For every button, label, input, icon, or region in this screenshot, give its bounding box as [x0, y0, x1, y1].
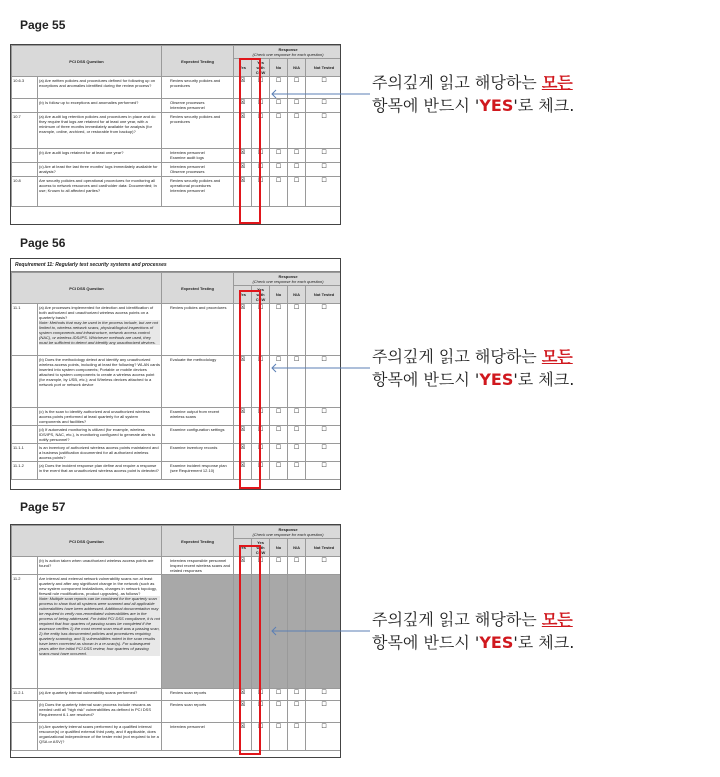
page-55-label: Page 55 — [20, 18, 66, 32]
expected-testing — [162, 149, 234, 163]
checkbox-no[interactable]: ☐ — [270, 177, 288, 207]
question-text — [38, 149, 162, 163]
table-row — [12, 163, 342, 177]
header-na: N/A — [288, 286, 306, 304]
checkbox-no[interactable]: ☐ — [270, 689, 288, 701]
requirement-title: Requirement 11: Regularly test security systems and processes — [11, 259, 340, 272]
expected-testing — [162, 163, 234, 177]
header-testing: Expected Testing — [162, 273, 234, 304]
testing-list — [163, 409, 232, 419]
testing-item: • Inspect recent wireless scans and related responses — [170, 563, 232, 573]
question-text — [38, 77, 162, 99]
question-body: (a) Does the incident response plan define and require a response in the event that an unauthorized wireless access point is detected? — [39, 463, 159, 473]
requirement-number — [12, 557, 38, 575]
question-text — [38, 113, 162, 149]
testing-item: • Review scan reports — [170, 690, 232, 695]
callout-57: 주의깊게 읽고 해당하는 모든 항목에 반드시 'YES'로 체크. — [372, 610, 575, 652]
testing-item: • Review scan reports — [170, 702, 232, 707]
header-question: PCI DSS Question — [12, 273, 162, 304]
testing-item: • Examine incident response plan (see Requirement 12.10) — [170, 463, 232, 473]
table-row — [12, 557, 342, 575]
expected-testing — [162, 701, 234, 723]
checkbox-na[interactable]: ☐ — [288, 177, 306, 207]
checkbox-yes-ccw[interactable]: ☐ — [252, 462, 270, 480]
requirement-number: 11.1.2 — [12, 462, 38, 480]
header-testing: Expected Testing — [162, 526, 234, 557]
checkbox-not-tested[interactable]: ☐ — [306, 689, 341, 701]
question-body: Is an inventory of authorized wireless access points maintained and a business justification documented for all authorized wireless access points? — [39, 445, 159, 460]
testing-item: • Interview personnel — [170, 724, 232, 729]
checkbox-yes[interactable]: ☒ — [234, 689, 252, 701]
checkbox-yes[interactable]: ☒ — [234, 557, 252, 575]
header-question: PCI DSS Question — [12, 526, 162, 557]
checkbox-yes[interactable]: ☒ — [234, 723, 252, 751]
header-testing: Expected Testing — [162, 46, 234, 77]
checkbox-not-tested[interactable]: ☐ — [306, 557, 341, 575]
checkbox-not-tested[interactable]: ☐ — [306, 356, 341, 408]
page-57-label: Page 57 — [20, 500, 66, 514]
table-row — [12, 99, 342, 113]
testing-list — [163, 164, 232, 174]
checkbox-na[interactable]: ☐ — [288, 99, 306, 113]
question-text — [38, 723, 162, 751]
expected-testing — [162, 557, 234, 575]
checkbox-not-tested[interactable]: ☐ — [306, 304, 341, 356]
testing-item: • Review policies and procedures — [170, 305, 232, 310]
checkbox-no[interactable]: ☐ — [270, 113, 288, 149]
testing-item: • Examine audit logs — [170, 155, 232, 160]
testing-item: • Interview personnel — [170, 188, 232, 193]
requirement-number: 11.2.1 — [12, 689, 38, 701]
yes-column-highlight-55 — [239, 58, 261, 224]
question-body: (b) Is follow up to exceptions and anomalies performed? — [39, 100, 139, 105]
checkbox-yes-ccw[interactable]: ☐ — [252, 408, 270, 426]
checkbox-na[interactable]: ☐ — [288, 689, 306, 701]
requirement-number — [12, 426, 38, 444]
table-row — [12, 149, 342, 163]
header-yes: Yes — [234, 59, 252, 77]
expected-testing — [162, 177, 234, 207]
question-body: Are security policies and operational procedures for monitoring all access to network resources and cardholder data: Documented; In use; Known to all affected parties? — [39, 178, 157, 193]
question-body: (a) Are written policies and procedures defined for following up on exceptions and anomalies identified during the review process? — [39, 78, 156, 88]
checkbox-no[interactable]: ☐ — [270, 444, 288, 462]
testing-item: • Examine configuration settings — [170, 427, 232, 432]
question-body: (a) Are quarterly internal vulnerability scans performed? — [39, 690, 138, 695]
header-not-tested: Not Tested — [306, 286, 341, 304]
checkbox-yes[interactable]: ☒ — [234, 99, 252, 113]
checkbox-not-tested[interactable]: ☐ — [306, 177, 341, 207]
checkbox-no[interactable]: ☐ — [270, 462, 288, 480]
yes-column-highlight-57 — [239, 545, 261, 755]
testing-item: • Observe processes — [170, 100, 232, 105]
checkbox-yes-ccw[interactable]: ☐ — [252, 723, 270, 751]
question-text — [38, 177, 162, 207]
header-not-tested: Not Tested — [306, 539, 341, 557]
requirement-number — [12, 701, 38, 723]
testing-item: • Review security policies and procedures — [170, 114, 232, 124]
expected-testing — [162, 426, 234, 444]
question-body: (b) Does the methodology detect and identify any unauthorized wireless access points, including at least the following? WLAN cards inserted into system components; Portable or mobile devices attached to system components to create a wireless access point (for example, by USB, etc.); and Wireless devices attached to a network port or network device — [39, 357, 160, 387]
header-na: N/A — [288, 539, 306, 557]
checkbox-yes-ccw[interactable]: ☐ — [252, 426, 270, 444]
checkbox-yes-ccw[interactable]: ☐ — [252, 689, 270, 701]
checkbox-not-tested[interactable]: ☐ — [306, 701, 341, 723]
testing-item: • Observe processes — [170, 169, 232, 174]
checkbox-yes[interactable]: ☒ — [234, 462, 252, 480]
question-text — [38, 444, 162, 462]
checkbox-no[interactable]: ☐ — [270, 77, 288, 99]
question-body: (b) Is action taken when unauthorized wireless access points are found? — [39, 558, 154, 568]
question-text — [38, 575, 162, 689]
testing-list — [163, 100, 232, 110]
checkbox-no[interactable]: ☐ — [270, 557, 288, 575]
question-text — [38, 163, 162, 177]
checkbox-yes-ccw[interactable]: ☐ — [252, 149, 270, 163]
checkbox-yes[interactable]: ☒ — [234, 113, 252, 149]
requirement-number: 10.7 — [12, 113, 38, 149]
question-text — [38, 304, 162, 356]
header-yes-ccw: Yes with CCW — [252, 59, 270, 77]
page-56-rows — [12, 304, 342, 480]
requirement-number — [12, 723, 38, 751]
checkbox-yes[interactable]: ☒ — [234, 444, 252, 462]
checkbox-na[interactable]: ☐ — [288, 557, 306, 575]
arrow-57-icon — [262, 625, 372, 637]
checkbox-yes-ccw[interactable]: ☐ — [252, 177, 270, 207]
checkbox-no[interactable]: ☐ — [270, 99, 288, 113]
testing-item: • Interview responsible personnel — [170, 558, 232, 563]
checkbox-yes[interactable]: ☒ — [234, 701, 252, 723]
checkbox-na[interactable]: ☐ — [288, 304, 306, 356]
checkbox-yes[interactable]: ☒ — [234, 163, 252, 177]
checkbox-yes-ccw[interactable]: ☐ — [252, 113, 270, 149]
checkbox-na[interactable]: ☐ — [288, 426, 306, 444]
header-response: Response (Check one response for each question) — [234, 273, 341, 286]
testing-list — [163, 357, 232, 362]
header-response: Response (Check one response for each question) — [234, 46, 341, 59]
question-text — [38, 557, 162, 575]
testing-item: • Interview personnel — [170, 150, 232, 155]
expected-testing — [162, 113, 234, 149]
question-body: (c) Is the scan to identify authorized and unauthorized wireless access points performed at least quarterly for all system components and facilities? — [39, 409, 150, 424]
requirement-number: 10.6.3 — [12, 77, 38, 99]
question-body: (b) Are audit logs retained for at least one year? — [39, 150, 124, 155]
table-row — [12, 177, 342, 207]
requirement-number — [12, 99, 38, 113]
table-row — [12, 701, 342, 723]
checkbox-yes-ccw[interactable]: ☐ — [252, 701, 270, 723]
page-56-label: Page 56 — [20, 236, 66, 250]
testing-list — [163, 427, 232, 432]
header-no: No — [270, 539, 288, 557]
arrow-55-icon — [262, 88, 372, 100]
checkbox-yes[interactable]: ☒ — [234, 177, 252, 207]
testing-list — [163, 78, 232, 88]
checkbox-not-tested[interactable]: ☐ — [306, 723, 341, 751]
table-row — [12, 408, 342, 426]
expected-testing — [162, 689, 234, 701]
header-question: PCI DSS Question — [12, 46, 162, 77]
testing-item: • Review security policies and procedures — [170, 78, 232, 88]
question-text — [38, 689, 162, 701]
checkbox-no[interactable]: ☐ — [270, 426, 288, 444]
page-55-document — [10, 44, 341, 225]
checkbox-yes-ccw[interactable]: ☐ — [252, 356, 270, 408]
requirement-number — [12, 149, 38, 163]
header-not-tested: Not Tested — [306, 59, 341, 77]
question-body: (d) If automated monitoring is utilized (for example, wireless IDS/IPS, NAC, etc.), is monitoring configured to generate alerts to notify personnel? — [39, 427, 156, 442]
checkbox-yes[interactable]: ☒ — [234, 408, 252, 426]
checkbox-no[interactable]: ☐ — [270, 356, 288, 408]
question-text — [38, 701, 162, 723]
testing-item: • Interview personnel — [170, 164, 232, 169]
table-row — [12, 113, 342, 149]
checkbox-na[interactable]: ☐ — [288, 462, 306, 480]
page-55-table — [11, 45, 341, 207]
header-yes: Yes — [234, 539, 252, 557]
checkbox-yes-ccw[interactable]: ☐ — [252, 163, 270, 177]
testing-list — [163, 690, 232, 695]
question-text — [38, 356, 162, 408]
checkbox-no[interactable]: ☐ — [270, 163, 288, 177]
requirement-number — [12, 163, 38, 177]
yes-column-highlight-56 — [239, 290, 261, 489]
expected-testing — [162, 408, 234, 426]
checkbox-na[interactable]: ☐ — [288, 113, 306, 149]
checkbox-na[interactable]: ☐ — [288, 356, 306, 408]
header-yes-ccw: Yes with CCW — [252, 539, 270, 557]
checkbox-na[interactable]: ☐ — [288, 408, 306, 426]
checkbox-na[interactable]: ☐ — [288, 723, 306, 751]
table-row — [12, 304, 342, 356]
checkbox-no[interactable]: ☐ — [270, 149, 288, 163]
checkbox-no[interactable]: ☐ — [270, 723, 288, 751]
checkbox-na[interactable]: ☐ — [288, 149, 306, 163]
page-57-table — [11, 525, 341, 751]
requirement-number: 11.1.1 — [12, 444, 38, 462]
question-body: (c) Are at least the last three months' logs immediately available for analysis? — [39, 164, 158, 174]
checkbox-not-tested[interactable]: ☐ — [306, 149, 341, 163]
checkbox-not-tested[interactable]: ☐ — [306, 113, 341, 149]
page-57-document — [10, 524, 341, 758]
checkbox-yes[interactable]: ☒ — [234, 304, 252, 356]
checkbox-no[interactable]: ☐ — [270, 304, 288, 356]
header-no: No — [270, 59, 288, 77]
page-56-table — [11, 272, 341, 480]
checkbox-yes-ccw[interactable]: ☐ — [252, 99, 270, 113]
page-56-document — [10, 258, 341, 490]
testing-list — [163, 724, 232, 729]
testing-item: • Review security policies and operational procedures — [170, 178, 232, 188]
question-body: (a) Are audit log retention policies and procedures in place and do they require that logs are retained for at least one year, with a minimum of three months immediately available for analysis (for example, online, archived, or restorable from backup)? — [39, 114, 156, 134]
testing-item: • Interview personnel — [170, 105, 232, 110]
testing-list — [163, 463, 232, 473]
requirement-number: 10.8 — [12, 177, 38, 207]
table-row — [12, 462, 342, 480]
callout-55: 주의깊게 읽고 해당하는 모든 항목에 반드시 'YES'로 체크. — [372, 73, 575, 115]
header-yes-ccw: Yes with CCW — [252, 286, 270, 304]
checkbox-na[interactable]: ☐ — [288, 444, 306, 462]
testing-list — [163, 178, 232, 193]
expected-testing — [162, 356, 234, 408]
testing-list — [163, 305, 232, 310]
testing-list — [163, 150, 232, 160]
table-row — [12, 689, 342, 701]
table-row — [12, 723, 342, 751]
checkbox-yes-ccw[interactable]: ☐ — [252, 557, 270, 575]
expected-testing — [162, 99, 234, 113]
checkbox-yes[interactable]: ☒ — [234, 356, 252, 408]
checkbox-yes-ccw[interactable]: ☐ — [252, 77, 270, 99]
checkbox-na[interactable]: ☐ — [288, 163, 306, 177]
header-na: N/A — [288, 59, 306, 77]
checkbox-na[interactable]: ☐ — [288, 701, 306, 723]
question-body: Are internal and external network vulnerability scans run at least quarterly and after any significant change in the network (such as new system component installations, changes in network topology, firewall rule modifications, product upgrades), as follows? — [39, 576, 157, 596]
header-yes: Yes — [234, 286, 252, 304]
arrow-56-icon — [262, 362, 372, 374]
question-text — [38, 408, 162, 426]
testing-item: • Examine inventory records — [170, 445, 232, 450]
checkbox-not-tested[interactable]: ☐ — [306, 408, 341, 426]
checkbox-yes[interactable]: ☒ — [234, 149, 252, 163]
checkbox-not-tested[interactable]: ☐ — [306, 77, 341, 99]
expected-testing — [162, 304, 234, 356]
checkbox-na[interactable]: ☐ — [288, 77, 306, 99]
question-note: Note: Methods that may be used in the process include, but are not limited to, wireless network scans, physical/logical inspections of system components and infrastructure, network access control (NAC), or wireless IDS/IPS. Whichever methods are used, they must be sufficient to detect and identify any unauthorized devices. — [39, 320, 160, 345]
checkbox-not-tested[interactable]: ☐ — [306, 426, 341, 444]
checkbox-not-tested[interactable]: ☐ — [306, 462, 341, 480]
requirement-number: 11.2 — [12, 575, 38, 689]
table-row — [12, 426, 342, 444]
testing-item: • Examine output from recent wireless scans — [170, 409, 232, 419]
requirement-number — [12, 408, 38, 426]
testing-list — [163, 702, 232, 707]
expected-testing — [162, 77, 234, 99]
question-body: (b) Does the quarterly internal scan process include rescans as needed until all "high risk" vulnerabilities as defined in PCI DSS Requirement 6.1 are resolved? — [39, 702, 152, 717]
header-response: Response (Check one response for each question) — [234, 526, 341, 539]
question-text — [38, 462, 162, 480]
question-body: (a) Are processes implemented for detection and identification of both authorized and unauthorized wireless access points on a quarterly basis? — [39, 305, 154, 320]
requirement-number: 11.1 — [12, 304, 38, 356]
question-text — [38, 426, 162, 444]
testing-item: • Evaluate the methodology — [170, 357, 232, 362]
expected-testing — [162, 575, 234, 689]
expected-testing — [162, 723, 234, 751]
checkbox-yes-ccw[interactable]: ☐ — [252, 444, 270, 462]
expected-testing — [162, 444, 234, 462]
header-no: No — [270, 286, 288, 304]
checkbox-no[interactable]: ☐ — [270, 408, 288, 426]
checkbox-yes-ccw[interactable]: ☐ — [252, 304, 270, 356]
testing-list — [163, 558, 232, 573]
expected-testing — [162, 462, 234, 480]
checkbox-not-tested[interactable]: ☐ — [306, 163, 341, 177]
question-body: (c) Are quarterly internal scans performed by a qualified internal resource(s) or qualified external third party, and if applicable, does organizational independence of the tester exist (not required to be a QSA or ASV)? — [39, 724, 159, 744]
checkbox-no[interactable]: ☐ — [270, 701, 288, 723]
requirement-number — [12, 356, 38, 408]
checkbox-not-tested[interactable]: ☐ — [306, 99, 341, 113]
question-note: Note: Multiple scan reports can be combined for the quarterly scan process to show that all systems were scanned and all applicable vulnerabilities have been addressed. Additional documentation may be required to verify non-remediated vulnerabilities are in the process of being addressed. For initial PCI DSS compliance, it is not required that four quarters of passing scans be completed if the assessor verifies 1) the most recent scan result was a passing scan, 2) the entity has documented policies and procedures requiring quarterly scanning, and 3) vulnerabilities noted in the scan results have been corrected as shown in a re-scan(s). For subsequent years after the initial PCI DSS review, four quarters of passing scans must have occurred. — [39, 596, 160, 656]
page-57-rows — [12, 557, 342, 751]
table-row — [12, 444, 342, 462]
checkbox-not-tested[interactable]: ☐ — [306, 444, 341, 462]
question-text — [38, 99, 162, 113]
checkbox-yes[interactable]: ☒ — [234, 77, 252, 99]
testing-list — [163, 445, 232, 450]
checkbox-yes[interactable]: ☒ — [234, 426, 252, 444]
testing-list — [163, 114, 232, 124]
callout-56: 주의깊게 읽고 해당하는 모든 항목에 반드시 'YES'로 체크. — [372, 347, 575, 389]
